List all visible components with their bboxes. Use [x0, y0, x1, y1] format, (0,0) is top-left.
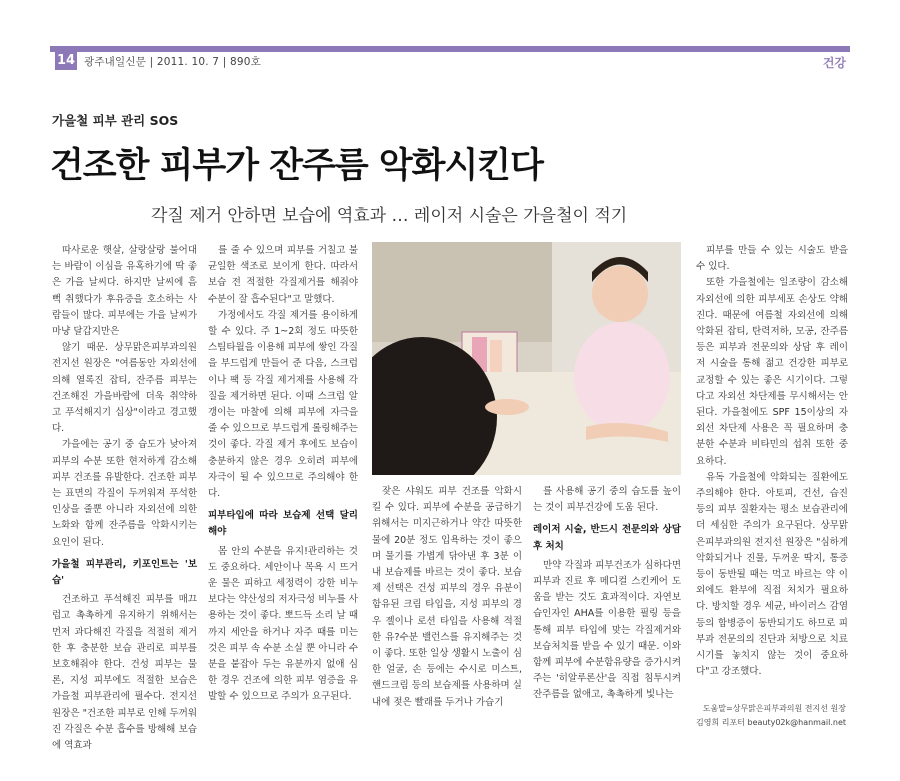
- article-photo: [372, 242, 681, 475]
- page-number: 14: [56, 53, 76, 68]
- article-column-2: [208, 243, 358, 706]
- section-label: 건강: [822, 56, 846, 70]
- article-column-4: [533, 484, 681, 704]
- subheading: 레이저 시술, 반드시 전문의와 상담 후 처치: [533, 524, 681, 552]
- paragraph: 않기 때문. 상무맑은피부과의원 전지선 원장은 "여름동안 자외선에 의해 열록진 잡티, 잔주름 피부는 건조해진 가을바람에 더욱 취약하고 푸석해지기 십상"이라고 경고했다.: [52, 342, 197, 435]
- subheading: 가을철 피부관리, 키포인트는 '보습': [52, 558, 197, 587]
- paragraph: 잦은 샤워도 피부 건조를 악화시킬 수 있다. 피부에 수분을 공급하기 위해서는 미지근하거나 약간 따뜻한 물에 20분 정도 입욕하는 것이 좋으며 물기를 가볍게 닦아낸 후 3분 이내 보습제를 바르는 것이 좋다. 보습제 선택은 건성 피부의 경우 유분이 함유된 크림 타입을, 지성 피부의 경우 젤이나 로션 타입을 사용해 적절한 유?수분 밸런스를 유지해주는 것이 좋다. 또한 일상 생활시 노출이 심한 얼굴, 손 등에는 수시로 미스트, 핸드크림 등의 보습제를 사용하며 실내에 젖은 빨래를 두거나 가습기: [372, 486, 522, 708]
- article-column-5: [696, 243, 848, 680]
- source-credit: 도움말=상무맑은피부과의원 전지선 원장: [702, 704, 846, 713]
- paragraph: 를 줄 수 있으며 피부를 거칠고 불균일한 색조로 보이게 한다. 따라서 보습 전 적절한 각질제거를 해줘야 수분이 잘 흡수된다"고 말했다.: [208, 245, 358, 305]
- paragraph: 를 사용해 공기 중의 습도를 높이는 것이 피부건강에 도움 된다.: [533, 486, 681, 514]
- paragraph: 건조하고 푸석해진 피부를 매끄럽고 촉촉하게 유지하기 위해서는 먼저 과다해진 각질을 적절히 제거한 후 충분한 보습 관리로 피부를 보호해줘야 한다. 건성 피부는 물론, 지성 피부에도 적절한 보습은 가을철 피부관리에 필수다. 전지선 원장은 "건조한 피부로 인해 두꺼워진 각질은 수분 흡수를 방해해 보습에 역효과: [52, 594, 197, 752]
- subheading: 피부타입에 따라 보습제 선택 달리해야: [208, 510, 358, 538]
- paragraph: 또한 가을철에는 일조량이 감소해 자외선에 의한 피부세포 손상도 약해진다. 때문에 여름철 자외선에 의해 악화된 잡티, 탄력저하, 모공, 잔주름 등은 피부과 전문의와 상담 후 레이저 시술을 통해 젊고 건강한 피부로 교정할 수 있는 좋은 시기이다. 그렇다고 자외선 차단제를 무시해서는 안 된다. 가을철에도 SPF 15이상의 자외선 차단제 사용은 꼭 필요하며 충분한 수분과 비타민의 섭취 또한 중요하다.: [696, 277, 848, 467]
- article-kicker: 가을철 피부 관리 SOS: [52, 113, 179, 128]
- article-subhead: 각질 제거 안하면 보습에 역효과 … 레이저 시술은 가을철이 적기: [151, 206, 628, 226]
- masthead: 광주내일신문 | 2011. 10. 7 | 890호: [84, 56, 261, 68]
- paragraph: 따사로운 햇살, 살랑살랑 불어대는 바람이 이심을 유혹하기에 딱 좋은 가을 날씨다. 하지만 날씨에 흠뻑 취했다가 후유증을 호소하는 사람들이 많다. 피부에는 가을 날씨가 마냥 달갑지만은: [52, 245, 197, 338]
- reporter-credit: 김영희 리포터 beauty02k@hanmail.net: [696, 718, 846, 727]
- article-headline: 건조한 피부가 잔주름 악화시킨다: [50, 146, 543, 186]
- paragraph: 유독 가을철에 악화되는 질환에도 주의해야 한다. 아토피, 건선, 습진 등의 피부 질환자는 평소 보습관리에 더 세심한 주의가 요구된다. 상무맑은피부과의원 전지선 원장은 "심하게 악화되거나 진물, 두꺼운 딱지, 통증 등이 동반될 때는 먹고 바르는 약 이외에도 환부에 직접 처치가 필요하다. 방치할 경우 세균, 바이러스 감염 등의 합병증이 동반되기도 하므로 피부과 전문의의 진단과 처방으로 치료시기를 놓치지 않는 것이 중요하다"고 강조했다.: [696, 471, 848, 678]
- article-column-1: [52, 243, 197, 754]
- header-accent-bar: [50, 46, 850, 52]
- paragraph: 피부를 만들 수 있는 시술도 받을 수 있다.: [696, 245, 848, 273]
- paragraph: 만약 각질과 피부건조가 심하다면 피부과 진료 후 메디컬 스킨케어 도움을 받는 것도 효과적이다. 자연보습인자인 AHA를 이용한 필링 등을 통해 피부 타입에 맞는 각질제거와 보습처치를 받을 수 있기 때문. 이와 함께 피부에 수분함유량을 증가시켜주는 '히알루론산'을 직접 침투시켜 잔주름을 없애고, 촉촉하게 빛나는: [533, 559, 681, 701]
- paragraph: 가정에서도 각질 제거를 용이하게 할 수 있다. 주 1~2회 정도 따뜻한 스팀타월을 이용해 피부에 쌓인 각질을 부드럽게 만들어 준 다음, 스크럽이나 팩 등 각질 제거제를 사용해 각질을 제거하면 된다. 이때 스크럽 알갱이는 마찰에 의해 피부에 자극을 줄 수 있으므로 부드럽게 롤링해주는 것이 좋다. 각질 제거 후에도 보습이 충분하지 않은 경우 오히려 피부에 자극이 될 수 있으므로 주의해야 한다.: [208, 309, 358, 500]
- article-column-3: [372, 484, 522, 711]
- consultation-photo-illustration: [372, 242, 681, 475]
- paragraph: 가을에는 공기 중 습도가 낮아져 피부의 수분 또한 현저하게 감소해 피부 건조를 유발한다. 건조한 피부는 표면의 각질이 두꺼워져 푸석한 인상을 줄뿐 아니라 자외선에 의한 노화와 함께 잔주름을 악화시키는 요인이 된다.: [52, 439, 197, 548]
- paragraph: 몸 안의 수분을 유지!관리하는 것도 중요하다. 세안이나 목욕 시 뜨거운 물은 피하고 세정력이 강한 비누보다는 약산성의 저자극성 비누를 사용하는 것이 좋다. 뽀드득 소리 날 때까지 세안을 하거나 자주 때를 미는 것은 피부 속 수분 소실 뿐 아니라 수분을 붙잡아 두는 유분까지 없애 심한 경우 건조에 의한 피부 염증을 유발할 수 있으므로 주의가 요구된다.: [208, 545, 358, 703]
